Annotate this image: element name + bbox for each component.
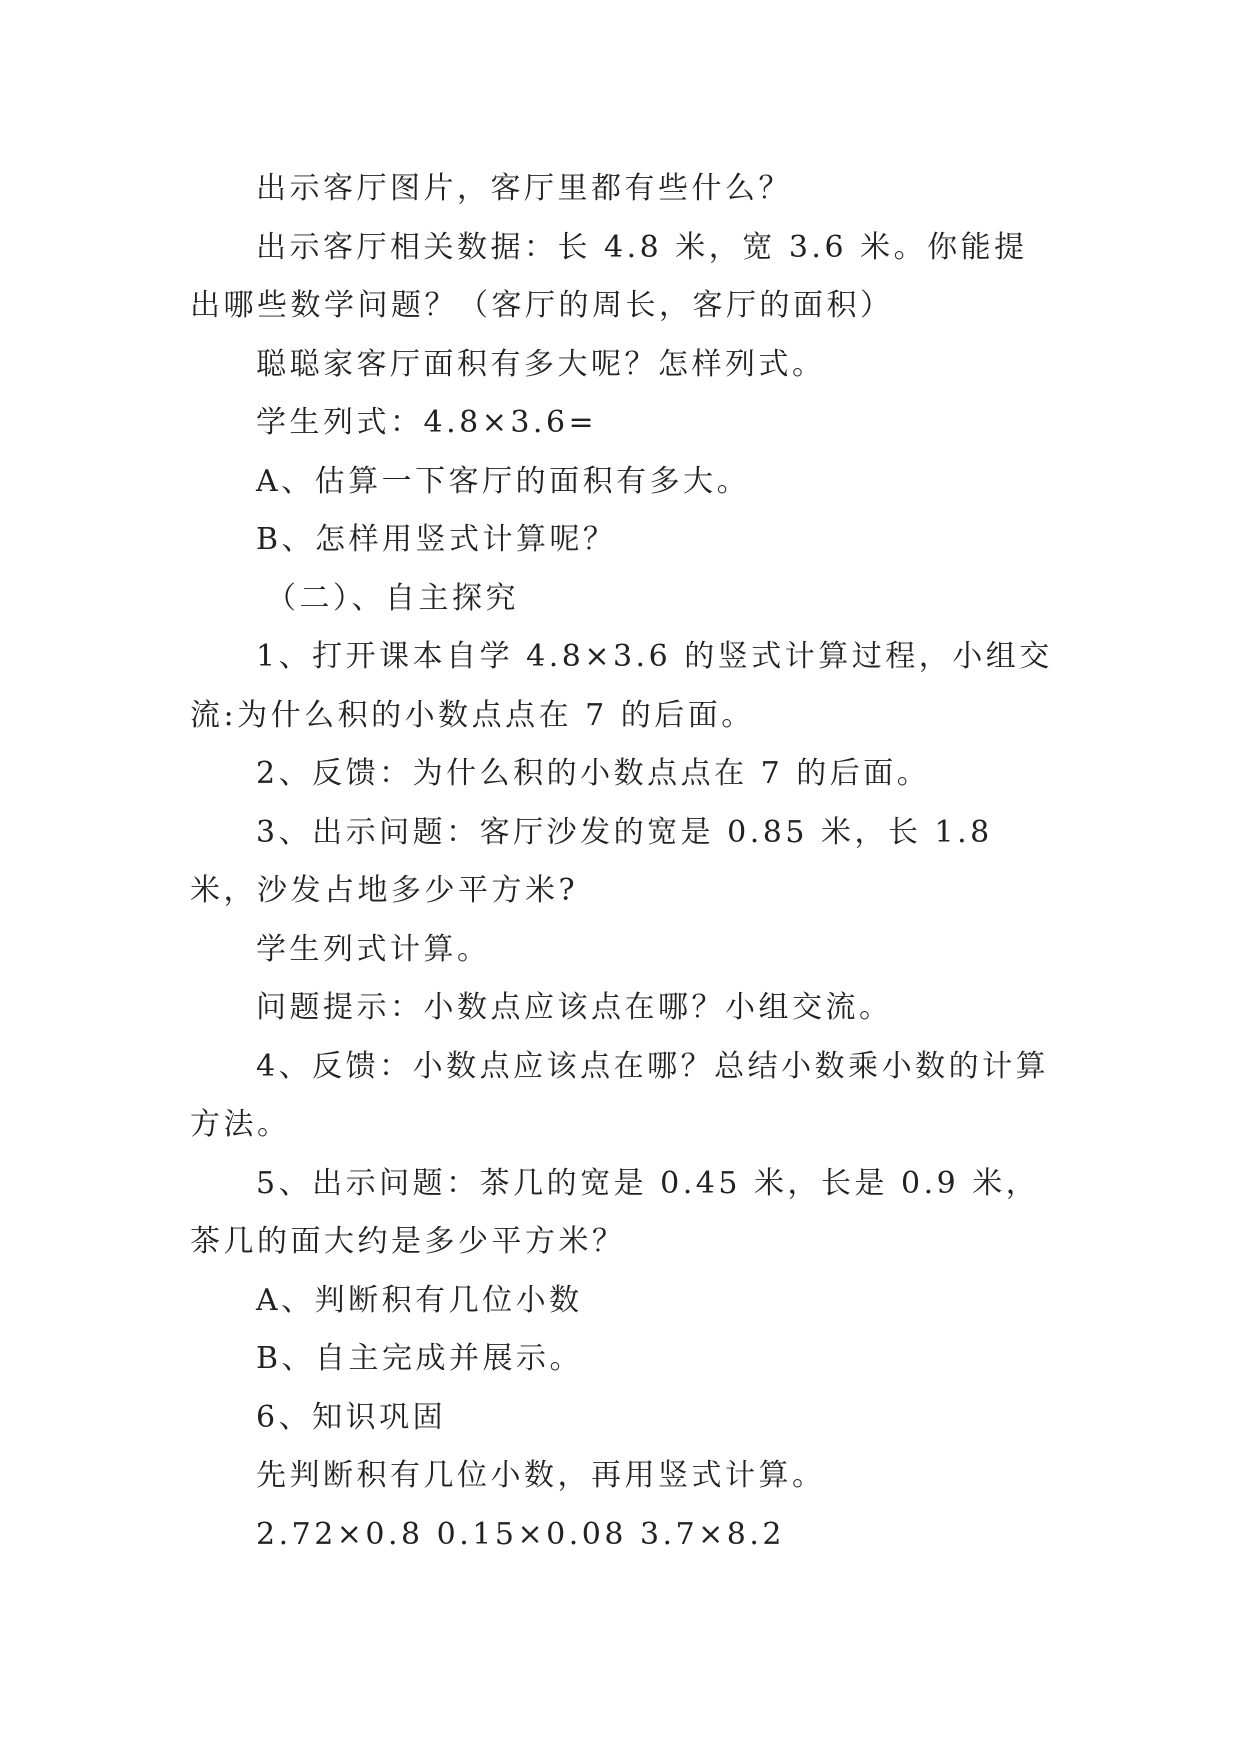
section-heading: （二）、自主探究 (266, 580, 519, 616)
paragraph: A、判断积有几位小数 (256, 1282, 583, 1318)
paragraph: 3、出示问题：客厅沙发的宽是 0.85 米，长 1.8 米，沙发占地多少平方米? (190, 814, 993, 908)
paragraph: 2、反馈：为什么积的小数点点在 7 的后面。 (256, 756, 931, 791)
paragraph: 6、知识巩固 (256, 1399, 447, 1435)
paragraph: 先判断积有几位小数，再用竖式计算。 (256, 1458, 826, 1493)
paragraph: A、估算一下客厅的面积有多大。 (256, 463, 751, 499)
paragraph: 4、反馈：小数点应该点在哪？总结小数乘小数的计算方法。 (190, 1048, 1050, 1142)
paragraph: B、怎样用竖式计算呢？ (256, 522, 617, 557)
paragraph: 学生列式：4.8×3.6= (256, 405, 598, 440)
paragraph: 2.72×0.8 0.15×0.08 3.7×8.2 (256, 1516, 786, 1552)
paragraph: B、自主完成并展示。 (256, 1341, 584, 1376)
paragraph: 5、出示问题：茶几的宽是 0.45 米，长是 0.9 米，茶几的面大约是多少平方米？ (190, 1165, 1040, 1259)
paragraph: 问题提示：小数点应该点在哪？小组交流。 (256, 990, 893, 1025)
paragraph: 学生列式计算。 (256, 931, 491, 967)
paragraph: 1、打开课本自学 4.8×3.6 的竖式计算过程，小组交流:为什么积的小数点点在 7 的后面。 (190, 639, 1053, 733)
paragraph: 出示客厅图片，客厅里都有些什么？ (256, 171, 792, 206)
paragraph: 聪聪家客厅面积有多大呢？怎样列式。 (256, 346, 826, 382)
document-body (190, 160, 1060, 1564)
paragraph: 出示客厅相关数据：长 4.8 米，宽 3.6 米。你能提出哪些数学问题？（客厅的周长，客厅的面积） (190, 229, 1028, 323)
